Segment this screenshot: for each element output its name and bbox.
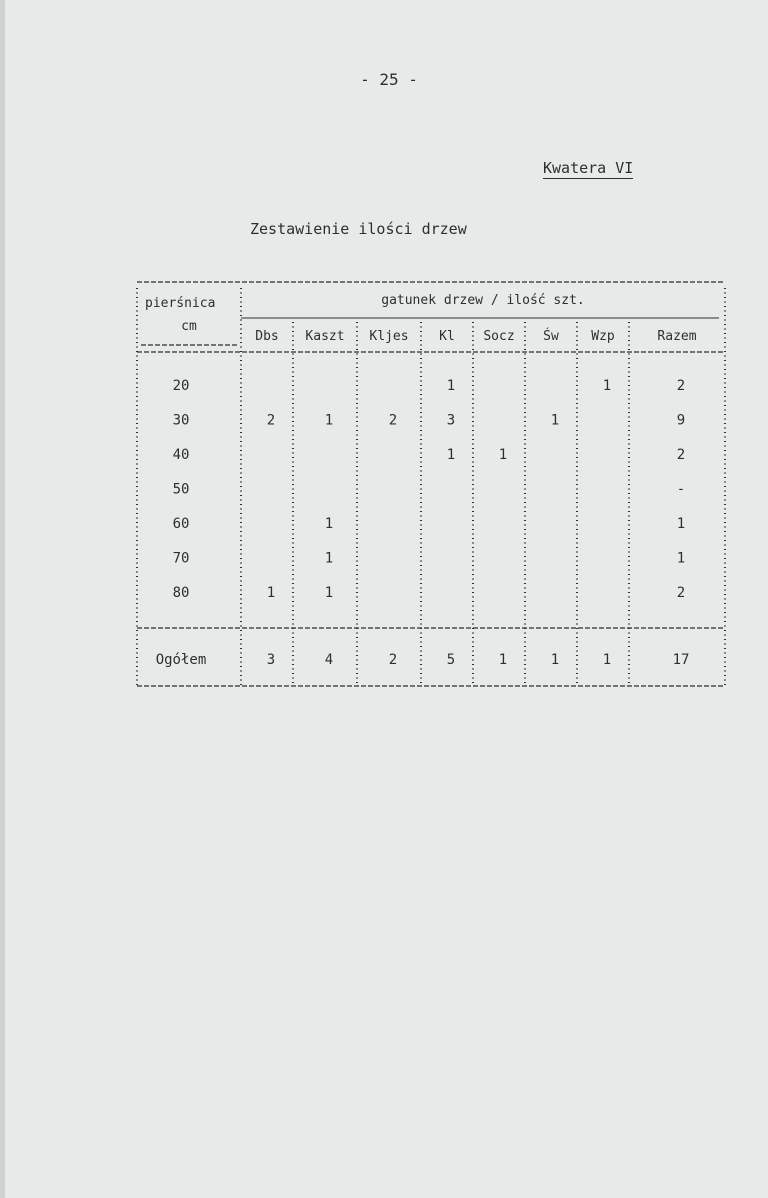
total-cell: 17 <box>672 652 690 668</box>
column-header: Kaszt <box>305 329 345 344</box>
section-label: Kwatera VI <box>543 159 634 177</box>
tree-count-table <box>5 0 768 1198</box>
table-cell: 2 <box>676 585 686 601</box>
table-cell: 2 <box>676 447 686 463</box>
row-header-unit: cm <box>181 319 197 334</box>
table-cell: 2 <box>388 412 398 429</box>
row-label: 80 <box>172 585 190 601</box>
column-header: Św <box>543 329 559 344</box>
total-cell: 2 <box>388 652 398 668</box>
row-label: 70 <box>172 550 190 567</box>
column-header: Socz <box>483 329 515 344</box>
table-cell: 1 <box>324 412 334 429</box>
table-cell: 1 <box>550 412 560 429</box>
total-cell: 1 <box>498 652 508 668</box>
table-cell: 2 <box>266 412 276 429</box>
total-cell: 3 <box>266 652 276 668</box>
page-number: - 25 - <box>360 70 418 89</box>
table-cell: 2 <box>676 378 686 394</box>
total-cell: 1 <box>550 652 560 668</box>
table-cell: - <box>676 481 686 498</box>
table-cell: 1 <box>446 447 456 463</box>
table-cell: 9 <box>676 412 686 429</box>
column-header: Kl <box>439 329 455 344</box>
table-cell: 1 <box>324 550 334 567</box>
row-label: 20 <box>172 378 190 394</box>
table-cell: 1 <box>324 585 334 601</box>
row-label: 30 <box>172 412 190 429</box>
table-title: Zestawienie ilości drzew <box>250 220 467 238</box>
column-header: Razem <box>657 329 697 344</box>
table-cell: 3 <box>446 412 456 429</box>
total-row-label: Ogółem <box>155 652 207 668</box>
table-cell: 1 <box>446 378 456 394</box>
table-cell: 1 <box>676 550 686 567</box>
row-label: 40 <box>172 447 190 463</box>
total-cell: 5 <box>446 652 456 668</box>
table-cell: 1 <box>324 516 334 532</box>
table-cell: 1 <box>676 516 686 532</box>
row-header-label: pierśnica <box>145 296 216 311</box>
group-header-label: gatunek drzew / ilość szt. <box>381 293 585 308</box>
column-header: Kljes <box>369 329 409 344</box>
table-cell: 1 <box>498 447 508 463</box>
column-header: Wzp <box>591 329 615 344</box>
total-cell: 1 <box>602 652 612 668</box>
table-cell: 1 <box>602 378 612 394</box>
row-label: 60 <box>172 516 190 532</box>
table-cell: 1 <box>266 585 276 601</box>
column-header: Dbs <box>255 329 279 344</box>
total-cell: 4 <box>324 652 334 668</box>
row-label: 50 <box>172 481 190 498</box>
